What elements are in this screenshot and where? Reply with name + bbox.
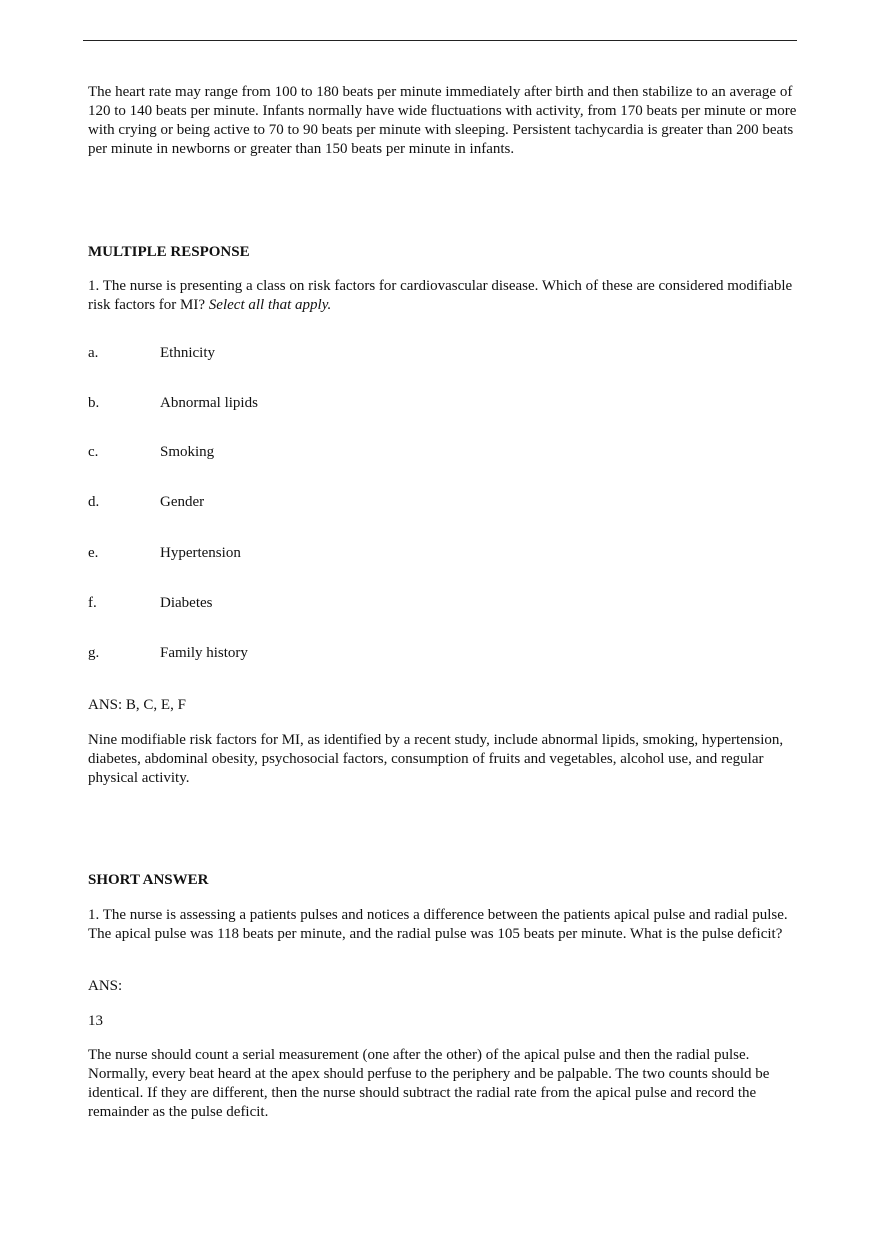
multiple-response-rationale-block (88, 731, 800, 788)
question-text: 1. The nurse is presenting a class on risk factors for cardiovascular disease. Which of these are considered modifiable risk factors for MI? (88, 278, 793, 313)
multiple-response-answer-block (88, 696, 800, 715)
option-text: Family history (160, 645, 248, 661)
option-b (88, 394, 488, 413)
option-f (88, 594, 488, 613)
short-answer-question-block (88, 906, 800, 944)
option-letter: e. (88, 545, 99, 561)
section-heading-short-answer: SHORT ANSWER (88, 872, 209, 888)
section-heading-multiple-response: MULTIPLE RESPONSE (88, 244, 250, 260)
option-a (88, 344, 488, 363)
option-text: Abnormal lipids (160, 395, 258, 411)
multiple-response-answer: ANS: B, C, E, F (88, 697, 186, 713)
option-text: Ethnicity (160, 345, 215, 361)
option-c (88, 443, 488, 462)
short-answer-answer-label: ANS: (88, 978, 123, 994)
option-letter: d. (88, 494, 100, 510)
option-letter: a. (88, 345, 99, 361)
question-instruction: Select all that apply. (208, 297, 332, 313)
option-letter: f. (88, 595, 97, 611)
option-text: Smoking (160, 444, 215, 460)
header-rule (83, 40, 797, 41)
short-answer-answer-value-block (88, 1012, 800, 1031)
multiple-response-question (88, 277, 800, 315)
option-letter: b. (88, 395, 100, 411)
option-text: Hypertension (160, 545, 241, 561)
short-answer-rationale-block (88, 1046, 800, 1122)
short-answer-answer-value: 13 (88, 1013, 103, 1029)
multiple-response-heading-block (88, 243, 800, 262)
short-answer-rationale: The nurse should count a serial measurement (one after the other) of the apical pulse and then the radial pulse. Normally, every beat heard at the apex should perfuse to the periphery and be palpable. The two counts should be identical. If they are different, then the nurse should subtract the radial rate from the apical pulse and record the remainder as the pulse deficit. (88, 1047, 770, 1120)
short-answer-answer-label-block (88, 977, 800, 996)
option-e (88, 544, 488, 563)
option-d (88, 493, 488, 512)
option-g (88, 644, 488, 663)
option-text: Gender (160, 494, 205, 510)
multiple-response-question-block (88, 277, 800, 315)
option-letter: g. (88, 645, 100, 661)
short-answer-heading-block (88, 871, 800, 890)
multiple-response-rationale: Nine modifiable risk factors for MI, as identified by a recent study, include abnormal lipids, smoking, hypertension, diabetes, abdominal obesity, psychosocial factors, consumption of fruits and vegetables, alcohol use, and regular physical activity. (88, 732, 784, 786)
option-letter: c. (88, 444, 99, 460)
intro-paragraph: The heart rate may range from 100 to 180 beats per minute immediately after birth and then stabilize to an average of 120 to 140 beats per minute. Infants normally have wide fluctuations with activity, from 170 beats per minute or more with crying or being active to 70 to 90 beats per minute with sleeping. Persistent tachycardia is greater than 200 beats per minute in newborns or greater than 150 beats per minute in infants. (88, 84, 797, 157)
intro-paragraph-block (88, 83, 800, 159)
option-text: Diabetes (160, 595, 213, 611)
short-answer-question: 1. The nurse is assessing a patients pulses and notices a difference between the patients apical pulse and radial pulse. The apical pulse was 118 beats per minute, and the radial pulse was 105 beats per minute. What is the pulse deficit? (88, 907, 788, 942)
